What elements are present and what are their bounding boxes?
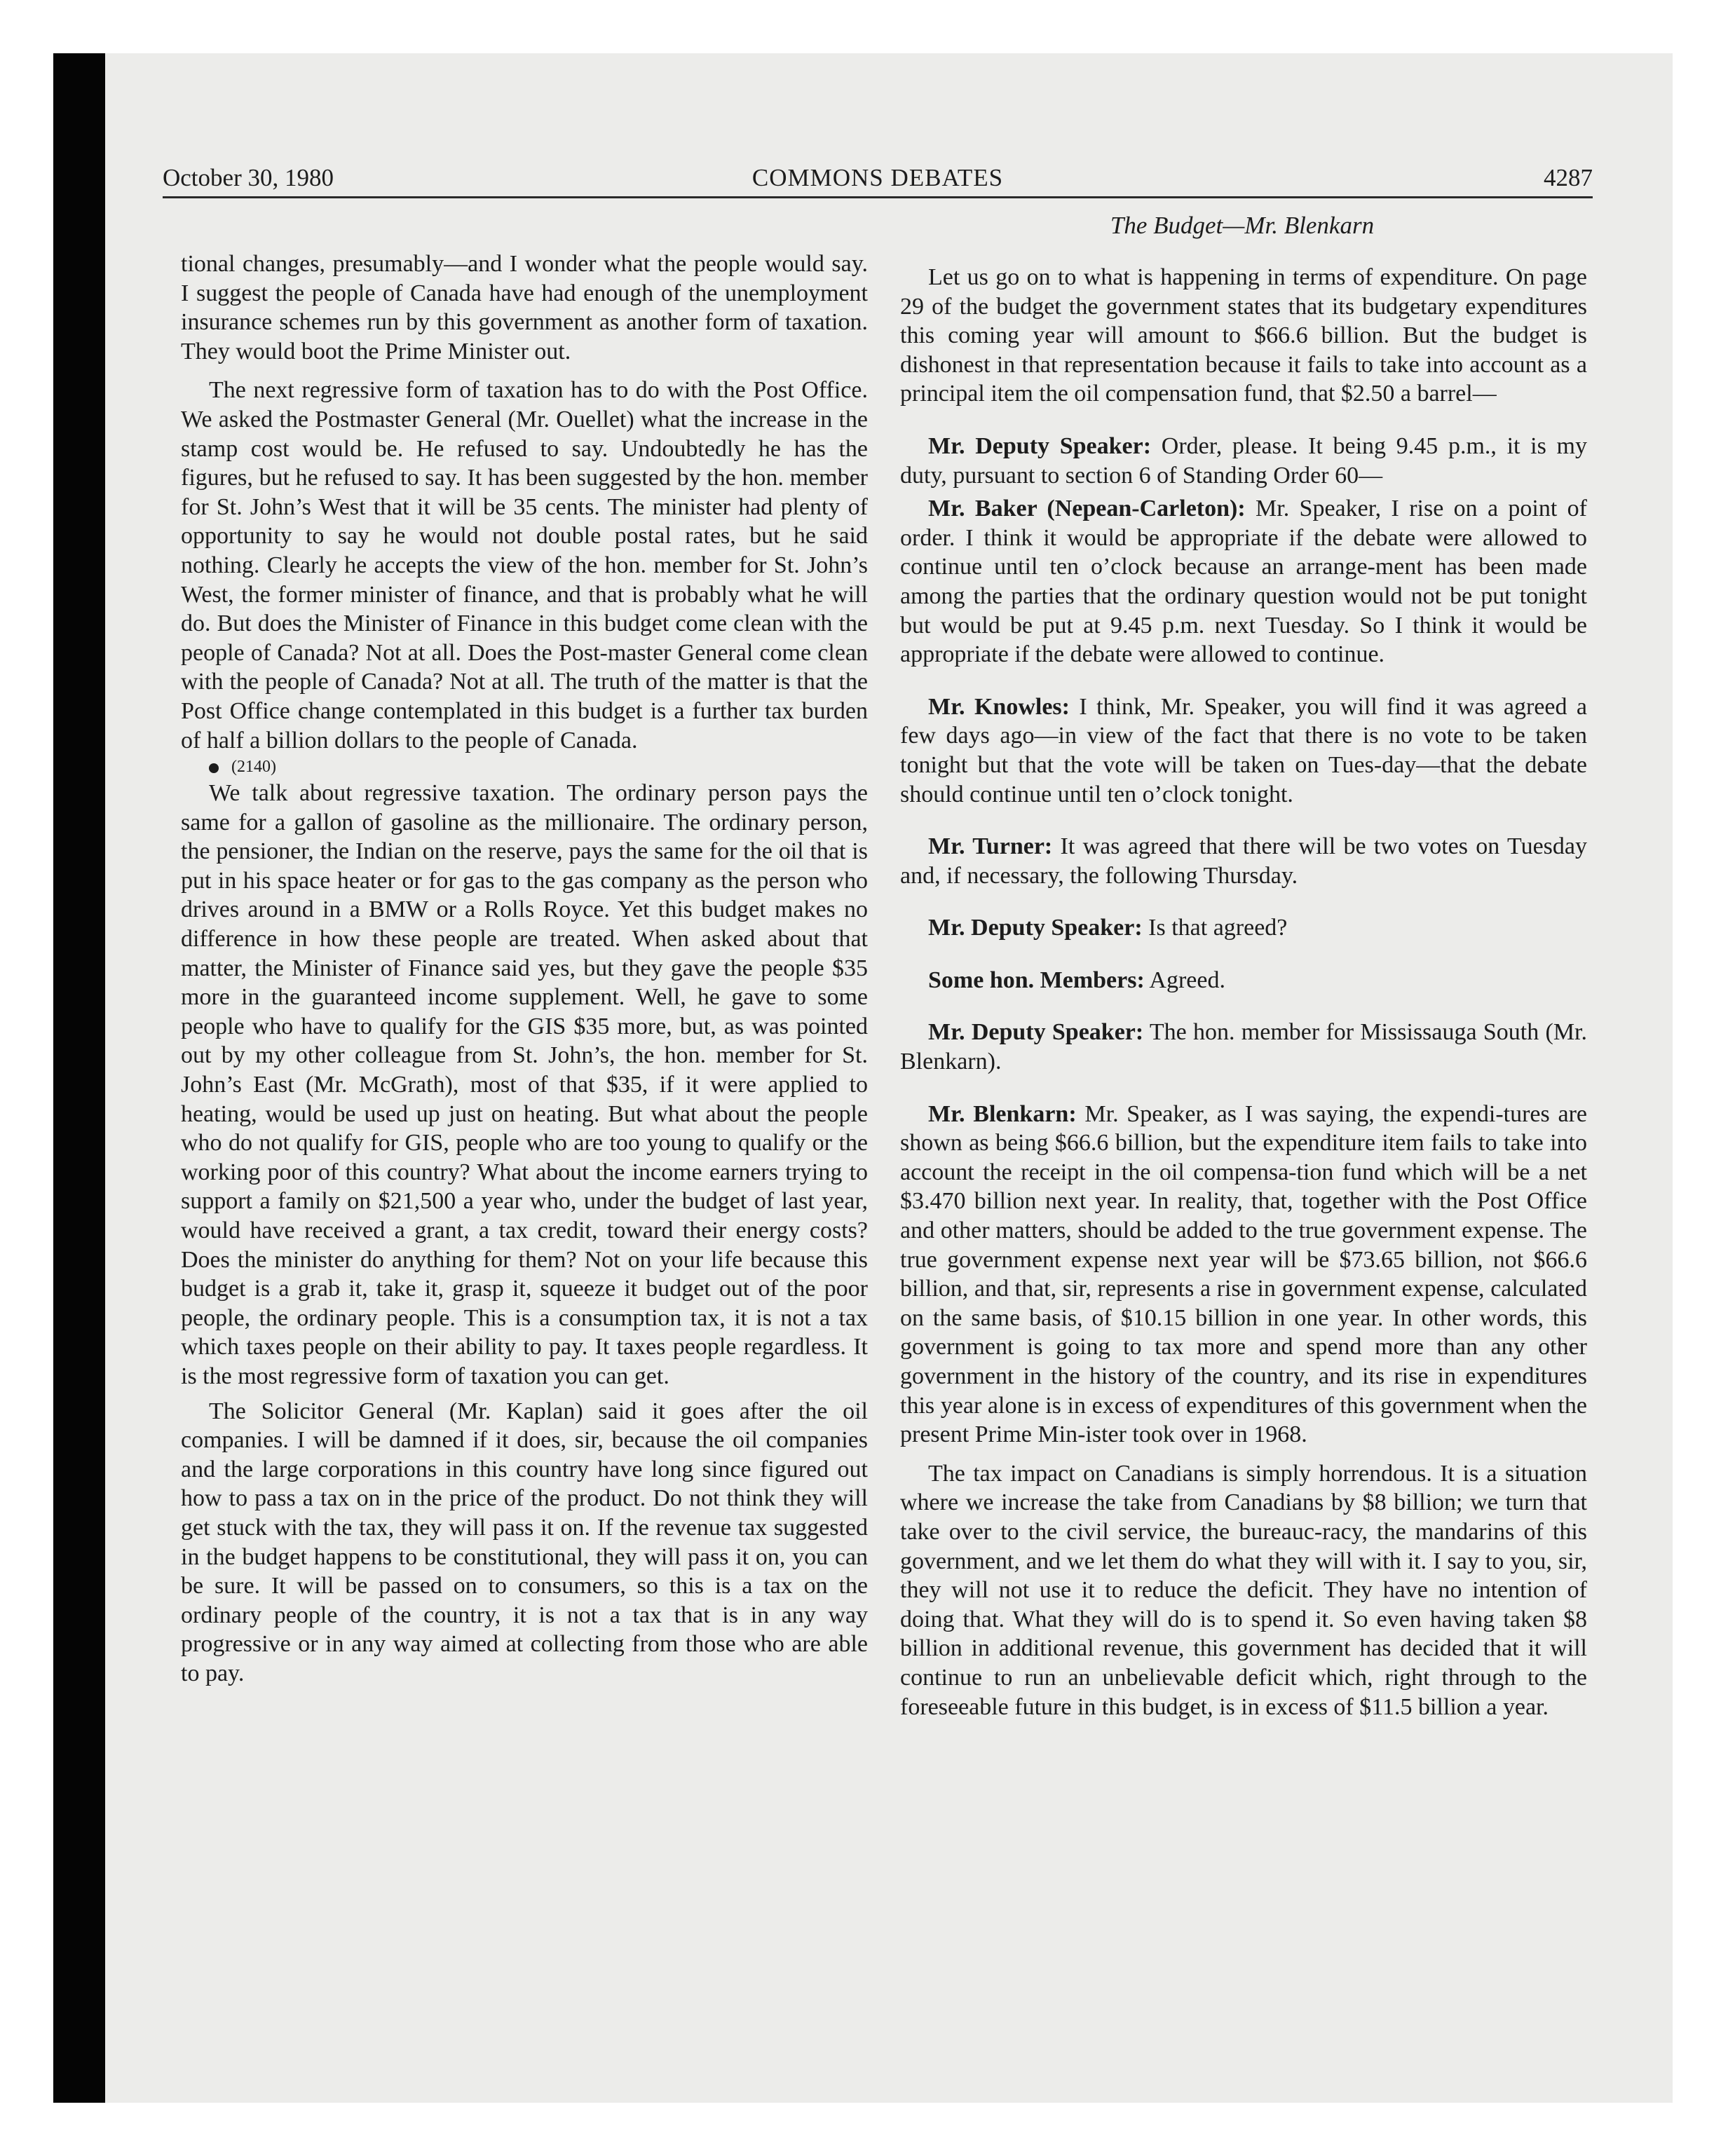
bullet-icon [209, 763, 219, 773]
header-date: October 30, 1980 [163, 164, 334, 191]
speaker-name: Mr. Deputy Speaker: [928, 432, 1152, 459]
speaker-name: Mr. Knowles: [928, 693, 1070, 720]
page-number: 4287 [1544, 164, 1593, 191]
speaker-name: Mr. Deputy Speaker: [928, 915, 1143, 941]
speech [900, 1018, 1587, 1076]
speech-text: Mr. Speaker, I rise on a point of order. I think it would be appropriate if the debate were allowed to continue until ten o’clock because an arrange-ment has been made among the parties that the ordinary question would not be put tonight but would be put at 9.45 p.m. next Tuesday. So I think it would be appropriate if the debate were allowed to continue. [900, 496, 1587, 668]
time-marker [181, 755, 868, 779]
speaker-name: Some hon. Members: [928, 967, 1145, 993]
speech-text: I think, Mr. Speaker, you will find it was agreed a few days ago—in view of the fact that there is no vote to be taken tonight but that the vote will be taken on Tues-day—that the debate should continue until ten o’clock tonight. [900, 693, 1588, 807]
speech-text: Order, please. It being 9.45 p.m., it is my duty, pursuant to section 6 of Standing Order 60— [900, 432, 1588, 489]
speech-text: Mr. Speaker, as I was saying, the expendi-tures are shown as being $66.6 billion, but the expenditure item fails to take into account the receipt in the oil compensa-tion fund which will be a net $3.470 billion next year. In reality, that, together with the Post Office and other matters, should be added to the true government expense. The true government expense next year will be $73.65 billion, not $66.6 billion, and that, sir, represents a rise in government expense, calculated on the same basis, of $10.15 billion in one year. In other words, this government is going to tax more and spend more than any other government in the history of the country, and its rise in expenditures this year alone is in excess of expenditures of this government when the present Prime Min-ister took over in 1968. [900, 1100, 1587, 1448]
running-head: The Budget—Mr. Blenkarn [1110, 212, 1375, 239]
speech [900, 1100, 1587, 1449]
speech-text: The hon. member for Mississauga South (Mr. Blenkarn). [900, 1019, 1587, 1075]
speech [900, 692, 1587, 809]
speech [900, 494, 1587, 669]
speaker-name: Mr. Blenkarn: [928, 1100, 1077, 1127]
speech [900, 432, 1587, 490]
paragraph: tional changes, presumably—and I wonder what the people would say. I suggest the people of Canada have had enough of the unemployment insurance schemes run by this government as another form of taxation. They would boot the Prime Minister out. [181, 251, 868, 364]
left-column [181, 250, 868, 1688]
speaker-name: Mr. Deputy Speaker: [928, 1019, 1144, 1046]
speech [900, 913, 1587, 943]
time-marker-label: (2140) [231, 758, 276, 777]
header-title: COMMONS DEBATES [751, 164, 1004, 191]
paragraph: The next regressive form of taxation has to do with the Post Office. We asked the Postmaster General (Mr. Ouellet) what the increase in the stamp cost would be. He refused to say. Undoubtedly he has the figures, but he refused to say. It has been suggested by the hon. member for St. John’s West that it will be 35 cents. The minister had plenty of opportunity to say he would not double postal rates, but he said nothing. Clearly he accepts the view of the hon. member for St. John’s West, the former minister of finance, and that is probably what he will do. But does the Minister of Finance in this budget come clean with the people of Canada? Not at all. Does the Post-master General come clean with the people of Canada? Not at all. The truth of the matter is that the Post Office change contemplated in this budget is a further tax burden of half a billion dollars to the people of Canada. [181, 377, 868, 753]
speaker-name: Mr. Turner: [928, 833, 1053, 860]
page-header [163, 160, 1593, 198]
right-column [900, 250, 1587, 1721]
book-spine-shadow [53, 53, 105, 2103]
paragraph: The tax impact on Canadians is simply horrendous. It is a situation where we increase the take from Canadians by $8 billion; we turn that take over to the civil service, the bureauc-racy, the mandarins of this government, and we let them do what they will with it. I say to you, sir, they will not use it to reduce the deficit. They have no intention of doing that. What they will do is to spend it. So even having taken $8 billion in additional revenue, this government has decided that it will continue to run an unbelievable deficit which, right through to the foreseeable future in this budget, is in excess of $11.5 billion a year. [900, 1460, 1587, 1720]
speech-text: Agreed. [1144, 967, 1225, 993]
speech-text: It was agreed that there will be two votes on Tuesday and, if necessary, the following Thursday. [900, 833, 1587, 889]
speech [900, 832, 1587, 890]
speech-text: Is that agreed? [1142, 915, 1288, 941]
speaker-name: Mr. Baker (Nepean-Carleton): [928, 496, 1246, 522]
paragraph: We talk about regressive taxation. The ordinary person pays the same for a gallon of gasoline as the millionaire. The ordinary person, the pensioner, the Indian on the reserve, pays the same for the oil that is put in his space heater or for gas to the gas company as the person who drives around in a BMW or a Rolls Royce. Yet this budget makes no difference in how these people are treated. When asked about that matter, the Minister of Finance said yes, but they gave the people $35 more in the guaranteed income supplement. Well, he gave to some people who have to qualify for the GIS $35 more, but, as was pointed out by my other colleague from St. John’s, the hon. member for St. John’s East (Mr. McGrath), most of that $35, if it were applied to heating, would be used up just on heating. But what about the people who do not qualify for GIS, people who are too young to qualify or the working poor of this country? What about the income earners trying to support a family on $21,500 a year who, under the budget of last year, would have received a grant, a tax credit, toward their energy costs? Does the minister do anything for them? Not on your life because this budget is a grab it, take it, grasp it, squeeze it budget out of the poor people, the ordinary people. This is a consumption tax, it is not a tax which taxes people on their ability to pay. It taxes people regardless. It is the most regressive form of taxation you can get. [181, 780, 868, 1389]
paragraph: The Solicitor General (Mr. Kaplan) said it goes after the oil companies. I will be damned if it does, sir, because the oil companies and the large corporations in this country have long since figured out how to pass a tax on in the price of the product. Do not think they will get stuck with the tax, they will pass it on. If the revenue tax suggested in the budget happens to be constitutional, they will pass it on, you can be sure. It will be passed on to consumers, so this is a tax on the ordinary people of the country, it is not a tax that is in any way progressive or in any way aimed at collecting from those who are able to pay. [181, 1398, 868, 1686]
paragraph: Let us go on to what is happening in terms of expenditure. On page 29 of the budget the government states that its budgetary expenditures this coming year will amount to $66.6 billion. But the budget is dishonest in that representation because it fails to take into account as a principal item the oil compensation fund, that $2.50 a barrel— [900, 264, 1587, 407]
speech [900, 966, 1587, 995]
